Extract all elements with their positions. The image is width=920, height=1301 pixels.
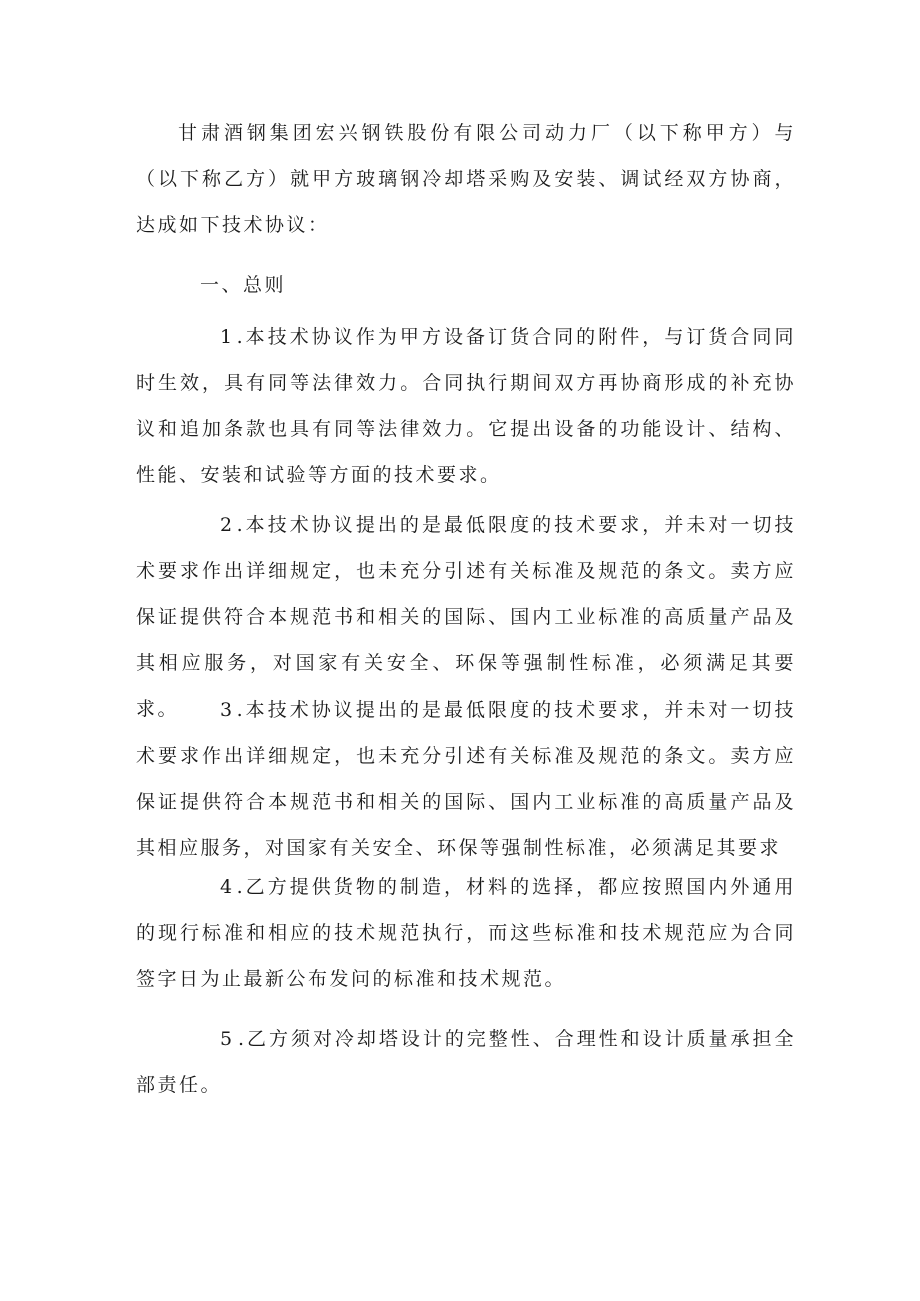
clause-text: .本技术协议提出的是最低限度的技术要求，并未对一切技术要求作出详细规定，也未充分引述有关标准及规范的条文。卖方应保证提供符合本规范书和相关的国际、国内工业标准的高质量产品及其相应服务，对国家有关安全、环保等强制性标准，必须满足其要求。 [136,514,796,720]
section-title: 一、总则 [200,274,287,296]
clause-text: .乙方提供货物的制造，材料的选择，都应按照国内外通用的现行标准和相应的技术规范执行，而这些标准和技术规范应为合同签字日为止最新公布发问的标准和技术规范。 [136,876,796,990]
clause-text: .乙方须对冷却塔设计的完整性、合理性和设计质量承担全部责任。 [136,1028,796,1096]
clause-1 [136,314,796,498]
clause-number: 2 [220,514,235,536]
clause-text: .本技术协议作为甲方设备订货合同的附件，与订货合同同时生效，具有同等法律效力。合同执行期间双方再协商形成的补充协议和追加条款也具有同等法律效力。它提出设备的功能设计、结构、性能、安装和试验等方面的技术要求。 [136,326,796,486]
clause-number: 5 [220,1028,235,1050]
clause-text: .本技术协议提出的是最低限度的技术要求，并未对一切技术要求作出详细规定，也未充分引述有关标准及规范的条文。卖方应保证提供符合本规范书和相关的国际、国内工业标准的高质量产品及其相应服务，对国家有关安全、环保等强制性标准，必须满足其要求 [136,699,796,859]
clause-number: 4 [220,876,235,898]
intro-paragraph: 甘肃酒钢集团宏兴钢铁股份有限公司动力厂（以下称甲方）与（以下称乙方）就甲方玻璃钢冷却塔采购及安装、调试经双方协商，达成如下技术协议： [136,122,796,236]
clause-3 [136,687,796,871]
clause-number: 1 [220,326,235,348]
clause-4 [136,864,796,1002]
clause-5 [136,1016,796,1108]
clause-number: 3 [220,699,235,721]
